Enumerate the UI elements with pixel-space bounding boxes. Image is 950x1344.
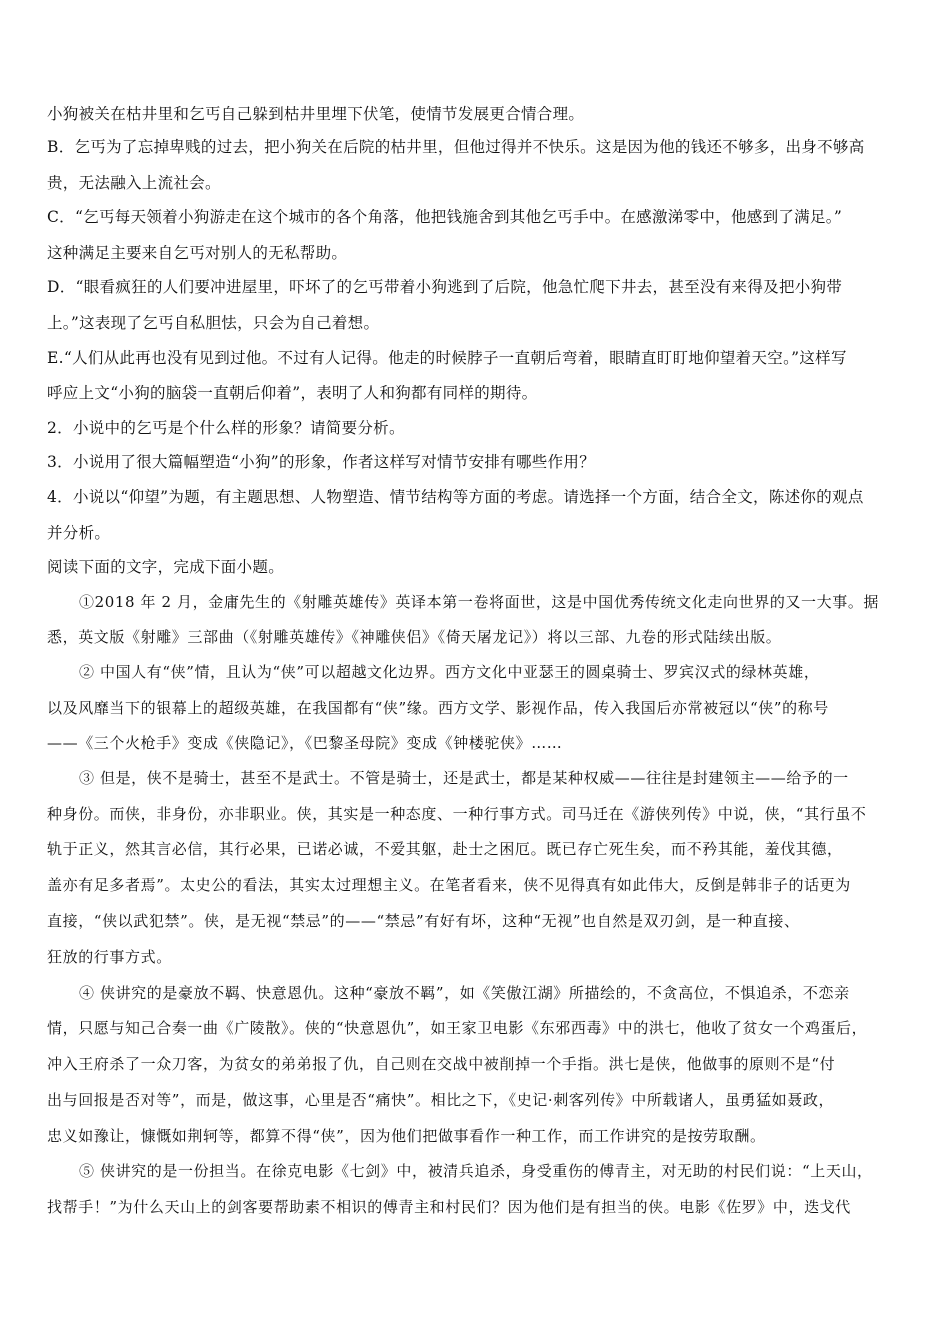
text-line: 呼应上文“小狗的脑袋一直朝后仰着”，表明了人和狗都有同样的期待。 — [47, 384, 538, 402]
text-line: 小狗被关在枯井里和乞丐自己躲到枯井里埋下伏笔，使情节发展更合情合理。 — [47, 105, 585, 123]
text-line: 出与回报是否对等”，而是，做这事，心里是否“痛快”。相比之下，《史记·刺客列传》中所载诸人，虽勇猛如聂政， — [47, 1091, 835, 1109]
question-2: 2．小说中的乞丐是个什么样的形象？请简要分析。 — [47, 419, 405, 437]
text-line: 上。”这表现了乞丐自私胆怯，只会为自己着想。 — [47, 314, 380, 332]
text-line: 找帮手！”为什么天山上的剑客要帮助素不相识的傅青主和村民们？因为他们是有担当的侠。电影《佐罗》中，迭戈代 — [47, 1198, 851, 1216]
text-line: 狂放的行事方式。 — [47, 948, 172, 966]
text-line: 以及风靡当下的银幕上的超级英雄，在我国都有“侠”缘。西方文学、影视作品，传入我国后亦常被冠以“侠”的称号 — [47, 699, 829, 717]
paragraph-3-start: ③ 但是，侠不是骑士，甚至不是武士。不管是骑士，还是武士，都是某种权威——往往是封建领主——给予的一 — [79, 769, 849, 787]
option-e: E.“人们从此再也没有见到过他。不过有人记得。他走的时候脖子一直朝后弯着，眼睛直盯盯地仰望着天空。”这样写 — [47, 349, 847, 367]
paragraph-1-start: ①2018 年 2 月，金庸先生的《射雕英雄传》英译本第一卷将面世，这是中国优秀传统文化走向世界的又一大事。据 — [79, 593, 880, 611]
text-line: 情，只愿与知己合奏一曲《广陵散》。侠的“快意恩仇”，如王家卫电影《东邪西毒》中的洪七，他收了贫女一个鸡蛋后， — [47, 1019, 868, 1037]
paragraph-5-start: ⑤ 侠讲究的是一份担当。在徐克电影《七剑》中，被清兵追杀，身受重伤的傅青主，对无助的村民们说：“上天山， — [79, 1162, 873, 1180]
option-b: B．乞丐为了忘掉卑贱的过去，把小狗关在后院的枯井里，但他过得并不快乐。这是因为他的钱还不够多，出身不够高 — [47, 138, 865, 156]
text-line: ——《三个火枪手》变成《侠隐记》，《巴黎圣母院》变成《钟楼驼侠》…… — [47, 734, 563, 752]
text-line: 并分析。 — [47, 524, 111, 542]
question-4: 4．小说以“仰望”为题，有主题思想、人物塑造、情节结构等方面的考虑。请选择一个方面，结合全文，陈述你的观点 — [47, 488, 864, 506]
question-3: 3．小说用了很大篇幅塑造“小狗”的形象，作者这样写对情节安排有哪些作用？ — [47, 453, 596, 471]
text-line: 贵，无法融入上流社会。 — [47, 174, 221, 192]
text-line: 种身份。而侠，非身份，亦非职业。侠，其实是一种态度、一种行事方式。司马迁在《游侠列传》中说，侠，“其行虽不 — [47, 805, 867, 823]
option-c: C．“乞丐每天领着小狗游走在这个城市的各个角落，他把钱施舍到其他乞丐手中。在感激涕零中，他感到了满足。” — [47, 208, 843, 226]
text-line: 忠义如豫让，慷慨如荆轲等，都算不得“侠”，因为他们把做事看作一种工作，而工作讲究的是按劳取酬。 — [47, 1127, 766, 1145]
paragraph-2-start: ② 中国人有“侠”情，且认为“侠”可以超越文化边界。西方文化中亚瑟王的圆桌骑士、罗宾汉式的绿林英雄， — [79, 663, 820, 681]
text-line: 轨于正义，然其言必信，其行必果，已诺必诚，不爱其躯，赴士之困厄。既已存亡死生矣，而不矜其能，羞伐其德， — [47, 840, 843, 858]
text-line: 悉，英文版《射雕》三部曲（《射雕英雄传》《神雕侠侣》《倚天屠龙记》）将以三部、九卷的形式陆续出版。 — [47, 628, 782, 646]
option-d: D．“眼看疯狂的人们要冲进屋里，吓坏了的乞丐带着小狗逃到了后院，他急忙爬下井去，甚至没有来得及把小狗带 — [47, 278, 843, 296]
text-line: 冲入王府杀了一众刀客，为贫女的弟弟报了仇，自己则在交战中被削掉一个手指。洪七是侠，他做事的原则不是“付 — [47, 1055, 836, 1073]
text-line: 这种满足主要来自乞丐对别人的无私帮助。 — [47, 244, 348, 262]
reading-instruction: 阅读下面的文字，完成下面小题。 — [47, 558, 285, 576]
text-line: 直接，“侠以武犯禁”。侠，是无视“禁忌”的——“禁忌”有好有坏，这种“无视”也自然是双刃剑，是一种直接、 — [47, 912, 800, 930]
paragraph-4-start: ④ 侠讲究的是豪放不羁、快意恩仇。这种“豪放不羁”，如《笑傲江湖》所描绘的，不贪高位，不惧追杀，不恋亲 — [79, 984, 850, 1002]
text-line: 盖亦有足多者焉”。太史公的看法，其实太过理想主义。在笔者看来，侠不见得真有如此伟大，反倒是韩非子的话更为 — [47, 876, 851, 894]
